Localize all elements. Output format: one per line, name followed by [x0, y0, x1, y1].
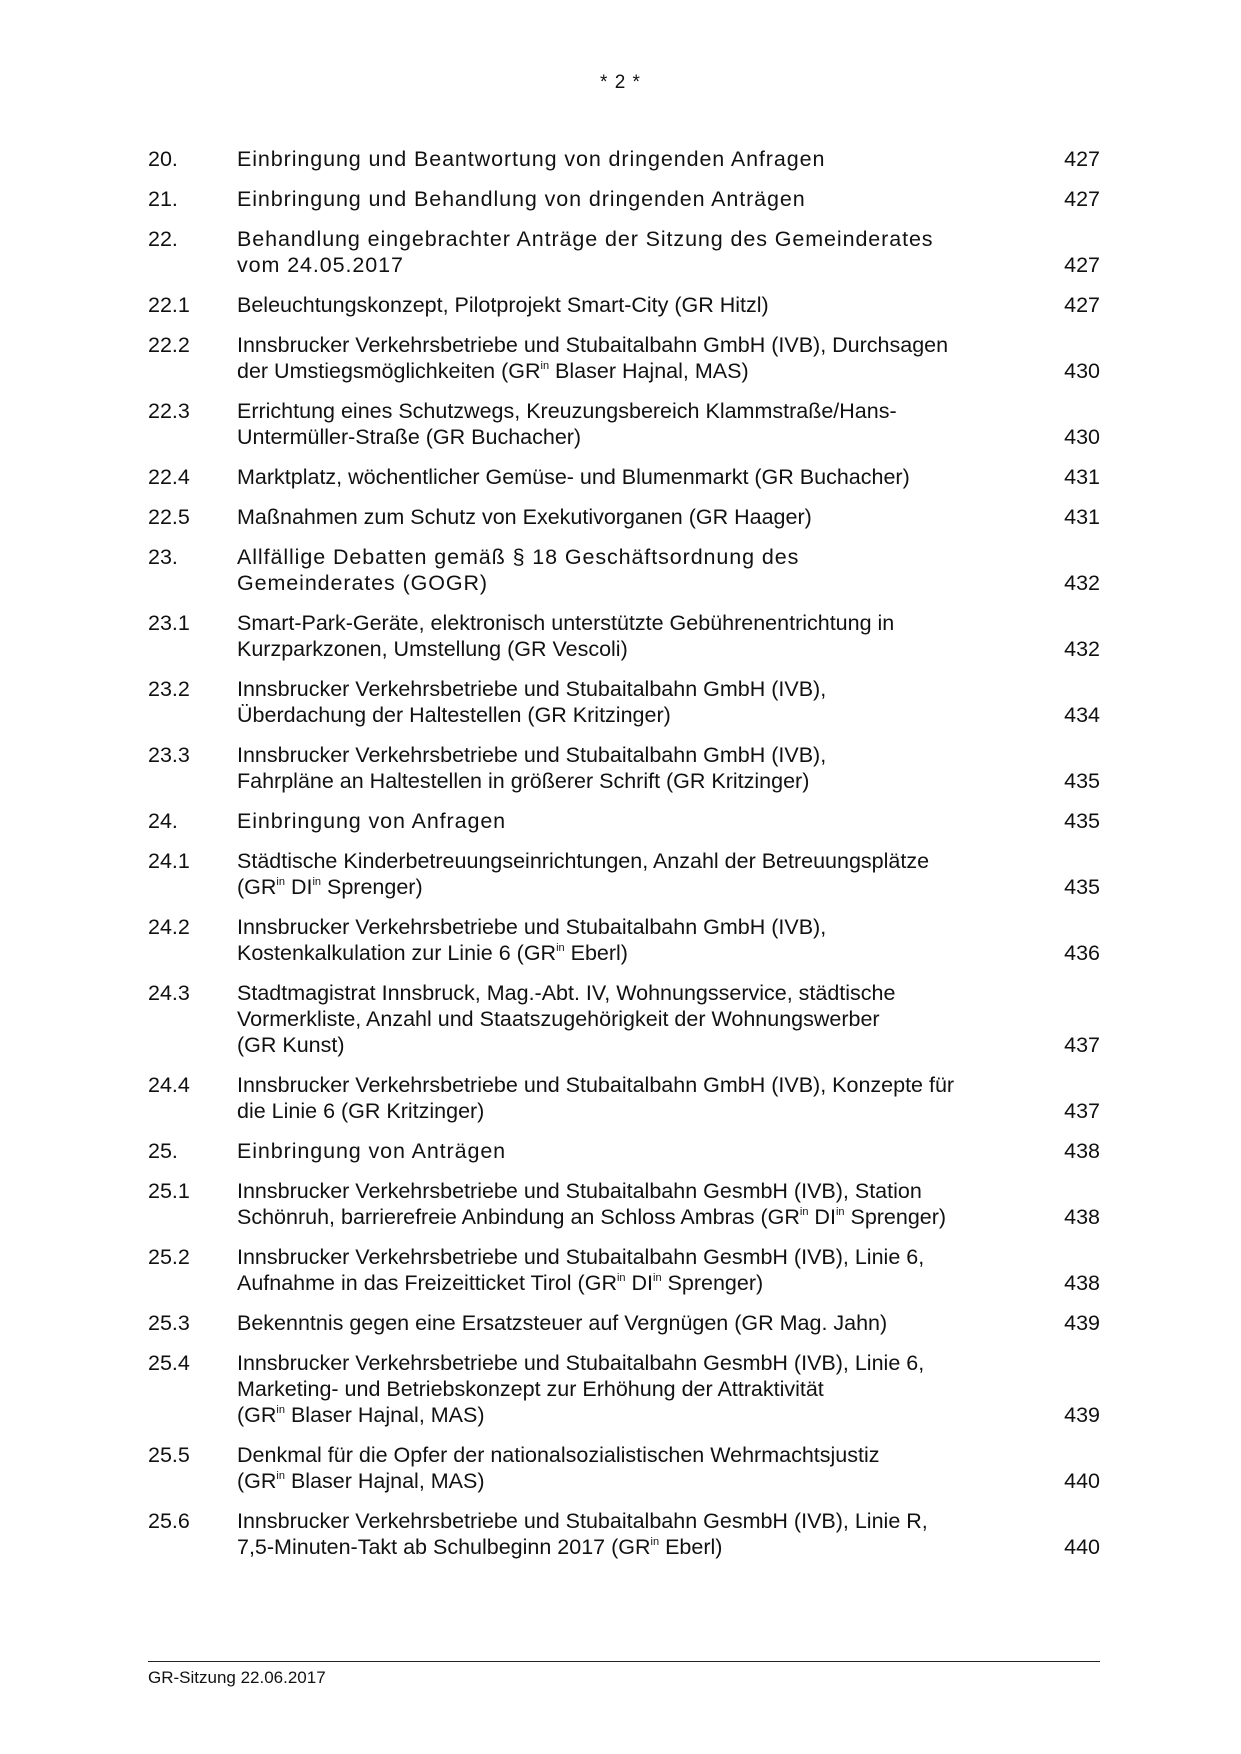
- toc-entry-number: 23.2: [148, 677, 190, 701]
- toc-entry-title-line: Innsbrucker Verkehrsbetriebe und Stubaitalbahn GmbH (IVB),: [237, 743, 827, 767]
- toc-entry-title-line: Innsbrucker Verkehrsbetriebe und Stubaitalbahn GesmbH (IVB), Linie 6,: [237, 1245, 925, 1269]
- toc-entry-page: 434: [1064, 703, 1100, 727]
- toc-entry-title-line: Überdachung der Haltestellen (GR Kritzinger): [237, 703, 671, 727]
- toc-entry-number: 25.5: [148, 1443, 190, 1467]
- toc-entry: [148, 504, 1100, 530]
- toc-entry-page: 440: [1064, 1469, 1100, 1493]
- toc-entry-title-line: Einbringung von Anfragen: [237, 809, 507, 833]
- toc-entry-title-line: Allfällige Debatten gemäß § 18 Geschäftsordnung des: [237, 545, 800, 569]
- footer-divider: [148, 1661, 1100, 1662]
- toc-entry-page: 438: [1064, 1139, 1100, 1163]
- toc-entry-title-line: Beleuchtungskonzept, Pilotprojekt Smart-City (GR Hitzl): [237, 293, 769, 317]
- toc-entry-page: 427: [1064, 253, 1100, 277]
- toc-entry-title-line: Errichtung eines Schutzwegs, Kreuzungsbereich Klammstraße/Hans-: [237, 399, 897, 423]
- toc-entry-title-line: Stadtmagistrat Innsbruck, Mag.-Abt. IV, Wohnungsservice, städtische: [237, 981, 896, 1005]
- toc-entry-number: 24.: [148, 809, 178, 833]
- toc-entry-title-line: ($GR^{in}$ Blaser Hajnal, MAS): [237, 1469, 485, 1493]
- toc-entry-title-line: Innsbrucker Verkehrsbetriebe und Stubaitalbahn GesmbH (IVB), Linie R,: [237, 1509, 928, 1533]
- toc-entry: [148, 186, 1100, 212]
- toc-entry: [148, 980, 1100, 1058]
- toc-entry-title-line: Kostenkalkulation zur Linie 6 ($GR^{in}$ Eberl): [237, 941, 628, 965]
- toc-entry-number: 22.: [148, 227, 178, 251]
- toc-entry-title-line: Vormerkliste, Anzahl und Staatszugehörigkeit der Wohnungswerber: [237, 1007, 880, 1031]
- toc-entry-title-line: 7,5-Minuten-Takt ab Schulbeginn 2017 ($GR^{in}$ Eberl): [237, 1535, 723, 1559]
- toc-entry-page: 431: [1064, 465, 1100, 489]
- toc-entry-page: 427: [1064, 187, 1100, 211]
- toc-entry-title-line: Einbringung und Beantwortung von dringenden Anfragen: [237, 147, 826, 171]
- toc-entry: [148, 742, 1100, 794]
- toc-entry-title-line: Behandlung eingebrachter Anträge der Sitzung des Gemeinderates: [237, 227, 934, 251]
- toc-entry-title-line: Gemeinderates (GOGR): [237, 571, 488, 595]
- table-of-contents: [148, 146, 1100, 1574]
- toc-entry-title-line: Smart-Park-Geräte, elektronisch unterstützte Gebührenentrichtung in: [237, 611, 895, 635]
- toc-entry: [148, 676, 1100, 728]
- toc-entry-title-line: Kurzparkzonen, Umstellung (GR Vescoli): [237, 637, 628, 661]
- toc-entry-number: 24.2: [148, 915, 190, 939]
- toc-entry-number: 22.1: [148, 293, 190, 317]
- toc-entry-page: 427: [1064, 147, 1100, 171]
- toc-entry: [148, 1072, 1100, 1124]
- toc-entry-title-line: Innsbrucker Verkehrsbetriebe und Stubaitalbahn GesmbH (IVB), Station: [237, 1179, 922, 1203]
- toc-entry-page: 439: [1064, 1311, 1100, 1335]
- toc-entry-title-line: Innsbrucker Verkehrsbetriebe und Stubaitalbahn GmbH (IVB), Durchsagen: [237, 333, 949, 357]
- toc-entry: [148, 398, 1100, 450]
- toc-entry-title-line: Denkmal für die Opfer der nationalsozialistischen Wehrmachtsjustiz: [237, 1443, 880, 1467]
- toc-entry-title-line: Fahrpläne an Haltestellen in größerer Schrift (GR Kritzinger): [237, 769, 810, 793]
- toc-entry-title-line: Untermüller-Straße (GR Buchacher): [237, 425, 582, 449]
- toc-entry-title-line: Innsbrucker Verkehrsbetriebe und Stubaitalbahn GesmbH (IVB), Linie 6,: [237, 1351, 925, 1375]
- toc-entry: [148, 848, 1100, 900]
- toc-entry-number: 25.: [148, 1139, 178, 1163]
- toc-entry: [148, 1138, 1100, 1164]
- footer-session-date: GR-Sitzung 22.06.2017: [148, 1668, 326, 1687]
- toc-entry-title-line: ($GR^{in}$ Blaser Hajnal, MAS): [237, 1403, 485, 1427]
- toc-entry: [148, 292, 1100, 318]
- toc-entry-page: 439: [1064, 1403, 1100, 1427]
- toc-entry-page: 430: [1064, 359, 1100, 383]
- toc-entry-title-line: Einbringung von Anträgen: [237, 1139, 507, 1163]
- toc-entry-number: 22.4: [148, 465, 190, 489]
- toc-entry: [148, 1244, 1100, 1296]
- toc-entry-page: 437: [1064, 1033, 1100, 1057]
- toc-entry: [148, 1350, 1100, 1428]
- toc-entry-title-line: die Linie 6 (GR Kritzinger): [237, 1099, 485, 1123]
- toc-entry-page: 438: [1064, 1271, 1100, 1295]
- toc-entry-number: 25.6: [148, 1509, 190, 1533]
- toc-entry-number: 25.3: [148, 1311, 190, 1335]
- toc-entry-number: 25.2: [148, 1245, 190, 1269]
- toc-entry-title-line: Einbringung und Behandlung von dringenden Anträgen: [237, 187, 806, 211]
- toc-entry-title-line: Schönruh, barrierefreie Anbindung an Schloss Ambras ($GR^{in}$ $DI^{in}$ Sprenger): [237, 1205, 947, 1229]
- toc-entry: [148, 610, 1100, 662]
- toc-entry-number: 22.2: [148, 333, 190, 357]
- toc-entry-number: 24.1: [148, 849, 190, 873]
- toc-entry-title-line: ($GR^{in}$ $DI^{in}$ Sprenger): [237, 875, 423, 899]
- toc-entry-title-line: Marketing- und Betriebskonzept zur Erhöhung der Attraktivität: [237, 1377, 824, 1401]
- toc-entry-title-line: vom 24.05.2017: [237, 253, 404, 277]
- toc-entry-number: 25.1: [148, 1179, 190, 1203]
- toc-entry-number: 24.4: [148, 1073, 190, 1097]
- toc-entry-page: 432: [1064, 637, 1100, 661]
- toc-entry-title-line: Aufnahme in das Freizeitticket Tirol ($GR^{in}$ $DI^{in}$ Sprenger): [237, 1271, 764, 1295]
- toc-entry: [148, 226, 1100, 278]
- toc-entry-title-line: Innsbrucker Verkehrsbetriebe und Stubaitalbahn GmbH (IVB), Konzepte für: [237, 1073, 955, 1097]
- toc-entry: [148, 1508, 1100, 1560]
- toc-entry: [148, 808, 1100, 834]
- toc-entry-title-line: Maßnahmen zum Schutz von Exekutivorganen (GR Haager): [237, 505, 812, 529]
- toc-entry-number: 22.5: [148, 505, 190, 529]
- toc-entry-page: 435: [1064, 809, 1100, 833]
- toc-entry-number: 21.: [148, 187, 178, 211]
- toc-entry-title-line: Innsbrucker Verkehrsbetriebe und Stubaitalbahn GmbH (IVB),: [237, 677, 827, 701]
- toc-entry-number: 25.4: [148, 1351, 190, 1375]
- toc-entry-number: 22.3: [148, 399, 190, 423]
- toc-entry-page: 431: [1064, 505, 1100, 529]
- toc-entry: [148, 544, 1100, 596]
- toc-entry: [148, 1178, 1100, 1230]
- toc-entry-page: 436: [1064, 941, 1100, 965]
- toc-entry-title-line: (GR Kunst): [237, 1033, 345, 1057]
- toc-entry: [148, 146, 1100, 172]
- toc-entry: [148, 464, 1100, 490]
- toc-entry: [148, 332, 1100, 384]
- toc-entry-title-line: Städtische Kinderbetreuungseinrichtungen, Anzahl der Betreuungsplätze: [237, 849, 930, 873]
- toc-entry-number: 20.: [148, 147, 178, 171]
- toc-entry-title-line: Bekenntnis gegen eine Ersatzsteuer auf Vergnügen (GR Mag. Jahn): [237, 1311, 888, 1335]
- toc-entry-page: 432: [1064, 571, 1100, 595]
- toc-entry: [148, 1442, 1100, 1494]
- toc-entry-number: 23.1: [148, 611, 190, 635]
- toc-entry-page: 430: [1064, 425, 1100, 449]
- toc-entry-title-line: der Umstiegsmöglichkeiten ($GR^{in}$ Blaser Hajnal, MAS): [237, 359, 749, 383]
- toc-entry-page: 435: [1064, 875, 1100, 899]
- toc-entry-page: 427: [1064, 293, 1100, 317]
- toc-entry-page: 438: [1064, 1205, 1100, 1229]
- toc-entry-title-line: Innsbrucker Verkehrsbetriebe und Stubaitalbahn GmbH (IVB),: [237, 915, 827, 939]
- toc-entry-page: 440: [1064, 1535, 1100, 1559]
- page-number-marker: * 2 *: [600, 72, 641, 93]
- toc-entry-page: 435: [1064, 769, 1100, 793]
- toc-entry-page: 437: [1064, 1099, 1100, 1123]
- toc-entry: [148, 1310, 1100, 1336]
- toc-entry-title-line: Marktplatz, wöchentlicher Gemüse- und Blumenmarkt (GR Buchacher): [237, 465, 910, 489]
- toc-entry-number: 24.3: [148, 981, 190, 1005]
- toc-entry: [148, 914, 1100, 966]
- toc-entry-number: 23.: [148, 545, 178, 569]
- toc-entry-number: 23.3: [148, 743, 190, 767]
